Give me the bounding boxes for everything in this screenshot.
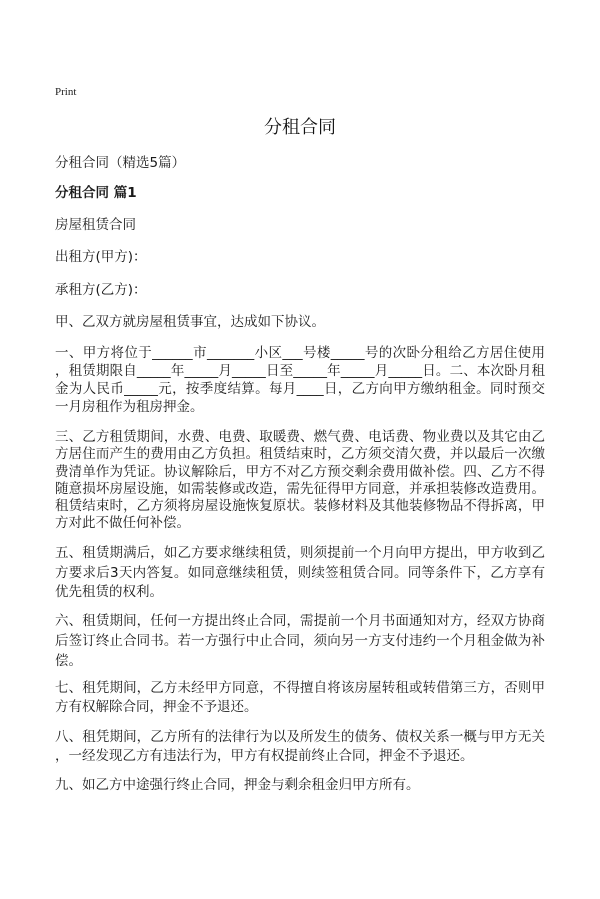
- clause-paragraph-1: [55, 344, 545, 416]
- clause-line: ，一经发现乙方有违法行为，甲方有权提前终止合同，押金不予退还。: [55, 748, 474, 764]
- clause-line: 金为人民币_____元，按季度结算。每月____日，乙方向甲方缴纳租金。同时预交: [55, 381, 545, 397]
- print-link[interactable]: Print: [55, 86, 77, 98]
- clause-line: 随意损坏房屋设施，如需装修或改造，需先征得甲方同意，并承担装修改造费用。: [55, 480, 545, 497]
- clause-paragraph-2: [55, 429, 545, 533]
- clause-paragraph-4: [55, 611, 545, 671]
- document-subtitle: 分租合同（精选5篇）: [55, 155, 186, 171]
- clause-line: ，租赁期限自_____年_____月_____日至_____年_____月_____日。二、本次卧月租: [55, 363, 545, 379]
- clause-line: 方要求后3天内答复。如同意继续租赁，则续签租赁合同。同等条件下，乙方享有: [55, 564, 545, 581]
- lessee-label: 承租方(乙方)：: [55, 282, 147, 298]
- clause-line: 优先租赁的权利。: [55, 584, 163, 600]
- clause-paragraph-6: [55, 728, 545, 766]
- clause-line: 六、租赁期间，任何一方提出终止合同，需提前一个月书面通知对方，经双方协商: [55, 613, 545, 629]
- clause-line: 一、甲方将位于______市_______小区___号楼_____号的次卧分租给乙方居住使用: [55, 345, 545, 361]
- contract-name: 房屋租赁合同: [55, 217, 136, 233]
- clause-line: 租赁结束时，乙方须将房屋设施恢复原状。装修材料及其他装修物品不得拆离，甲: [55, 498, 545, 515]
- lessor-label: 出租方(甲方)：: [55, 249, 147, 265]
- document-title: 分租合同: [264, 117, 336, 138]
- clause-line: 九、如乙方中途强行终止合同，押金与剩余租金归甲方所有。: [55, 777, 420, 793]
- clause-line: 五、租赁期满后，如乙方要求继续租赁，则须提前一个月向甲方提出，甲方收到乙: [55, 545, 545, 561]
- section-heading: 分租合同 篇1: [55, 185, 137, 201]
- clause-line: 方对此不做任何补偿。: [55, 515, 190, 532]
- clause-line: 偿。: [55, 653, 82, 669]
- clause-paragraph-5: [55, 679, 545, 717]
- clause-line: 后签订终止合同书。若一方强行中止合同，须向另一方支付违约一个月租金做为补: [55, 633, 545, 649]
- clause-line: 方居住而产生的费用由乙方负担。租赁结束时，乙方须交清欠费，并以最后一次缴: [55, 446, 545, 463]
- clause-line: 七、租凭期间，乙方未经甲方同意，不得擅自将该房屋转租或转借第三方，否则甲: [55, 680, 545, 696]
- clause-paragraph-3: [55, 544, 545, 603]
- clause-line: 三、乙方租赁期间，水费、电费、取暖费、燃气费、电话费、物业费以及其它由乙: [55, 429, 545, 445]
- clause-line: 八、租凭期间，乙方所有的法律行为以及所发生的债务、债权关系一概与甲方无关: [55, 729, 545, 745]
- clause-line: 方有权解除合同，押金不予退还。: [55, 699, 258, 715]
- clause-line: 一月房租作为租房押金。: [55, 399, 204, 415]
- agreement-intro: 甲、乙双方就房屋租赁事宜，达成如下协议。: [55, 314, 325, 330]
- clause-line: 费清单作为凭证。协议解除后，甲方不对乙方预交剩余费用做补偿。四、乙方不得: [55, 463, 545, 480]
- clause-paragraph-7: [55, 776, 545, 795]
